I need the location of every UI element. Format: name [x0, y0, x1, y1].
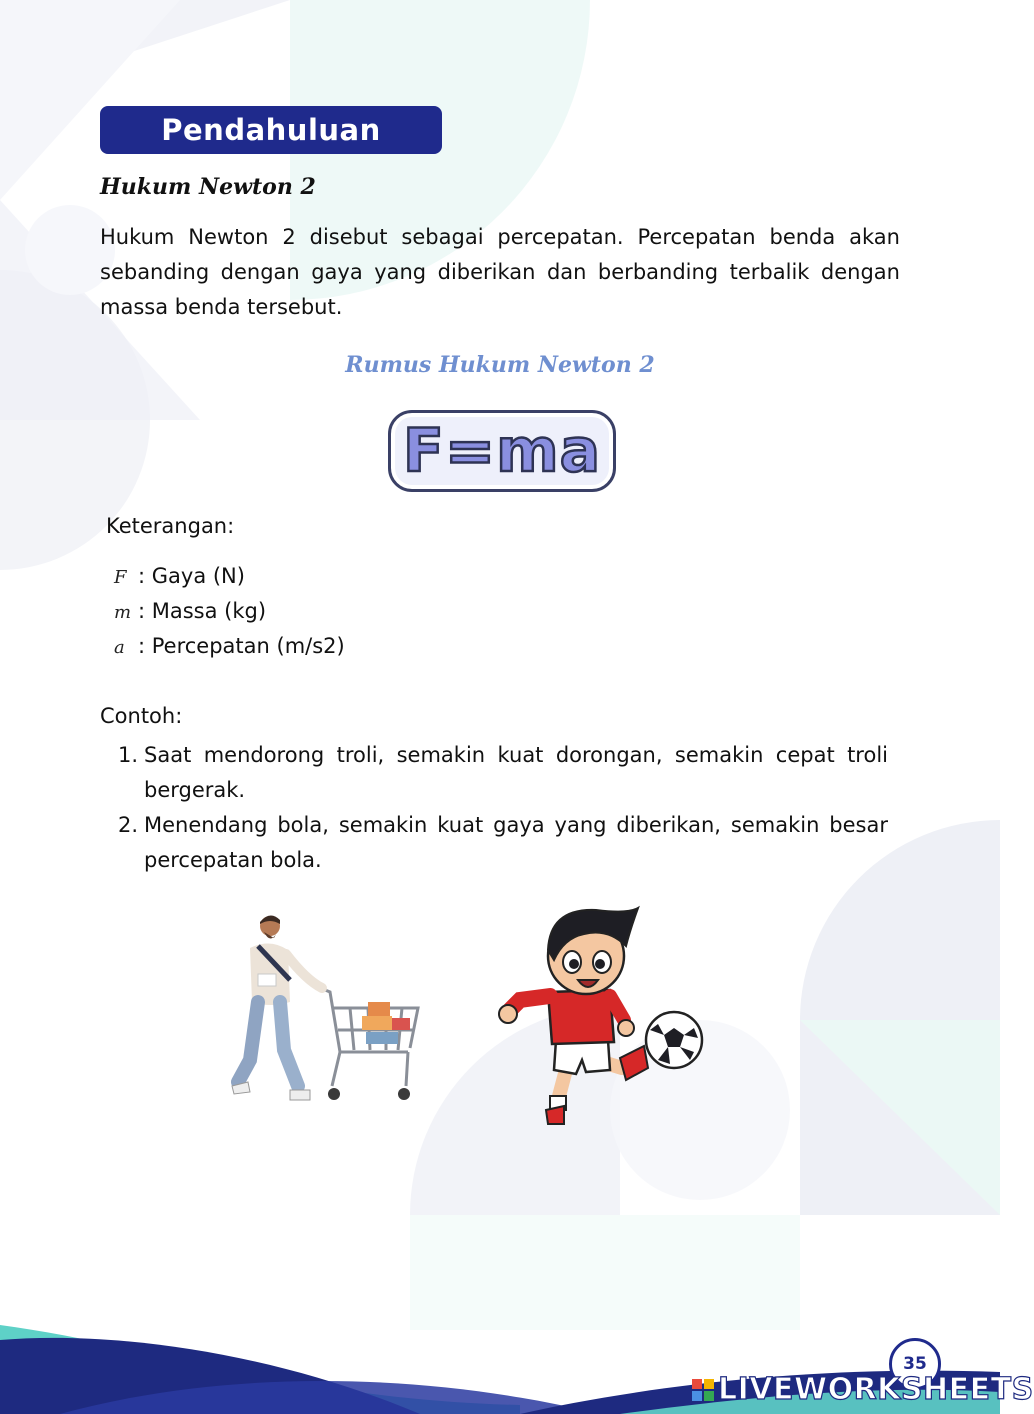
topic-heading: Hukum Newton 2: [100, 174, 316, 200]
legend-description: : Massa (kg): [138, 599, 267, 623]
example-text: Saat mendorong troli, semakin kuat dorongan, semakin cepat troli bergerak.: [144, 743, 888, 802]
intro-paragraph: Hukum Newton 2 disebut sebagai percepatan. Percepatan benda akan sebanding dengan gaya yang diberikan dan berbanding terbalik dengan massa benda tersebut.: [100, 225, 900, 319]
legend-description: : Percepatan (m/s2): [138, 634, 345, 658]
page-number: 35: [903, 1354, 927, 1374]
legend-symbol: m: [114, 602, 132, 623]
legend-symbol: F: [114, 567, 127, 588]
example-item: [118, 808, 888, 878]
boy-kicking-ball-illustration: [498, 900, 710, 1130]
example-item: [118, 738, 888, 808]
formula-box: [388, 410, 616, 492]
man-pushing-cart-illustration: [228, 910, 428, 1110]
example-number: 1.: [118, 743, 139, 767]
soccer-ball-icon: [646, 1012, 702, 1068]
watermark: [692, 1372, 1034, 1407]
legend-heading: Keterangan:: [106, 514, 235, 538]
example-text: Menendang bola, semakin kuat gaya yang diberikan, semakin besar percepatan bola.: [144, 813, 888, 872]
liveworksheets-logo-icon: [692, 1379, 714, 1401]
legend-symbol: a: [114, 637, 125, 658]
section-title: Pendahuluan: [161, 113, 381, 147]
formula-title: Rumus Hukum Newton 2: [345, 352, 655, 378]
legend-item: [114, 599, 345, 634]
watermark-text: LIVEWORKSHEETS: [718, 1372, 1034, 1407]
formula-expression: F=ma: [402, 416, 602, 486]
example-number: 2.: [118, 813, 139, 837]
examples-list: [118, 738, 888, 878]
legend-description: : Gaya (N): [138, 564, 245, 588]
legend-item: [114, 634, 345, 669]
legend-item: [114, 564, 345, 599]
examples-heading: Contoh:: [100, 704, 183, 728]
legend-list: [114, 564, 345, 669]
section-banner: [100, 106, 442, 154]
